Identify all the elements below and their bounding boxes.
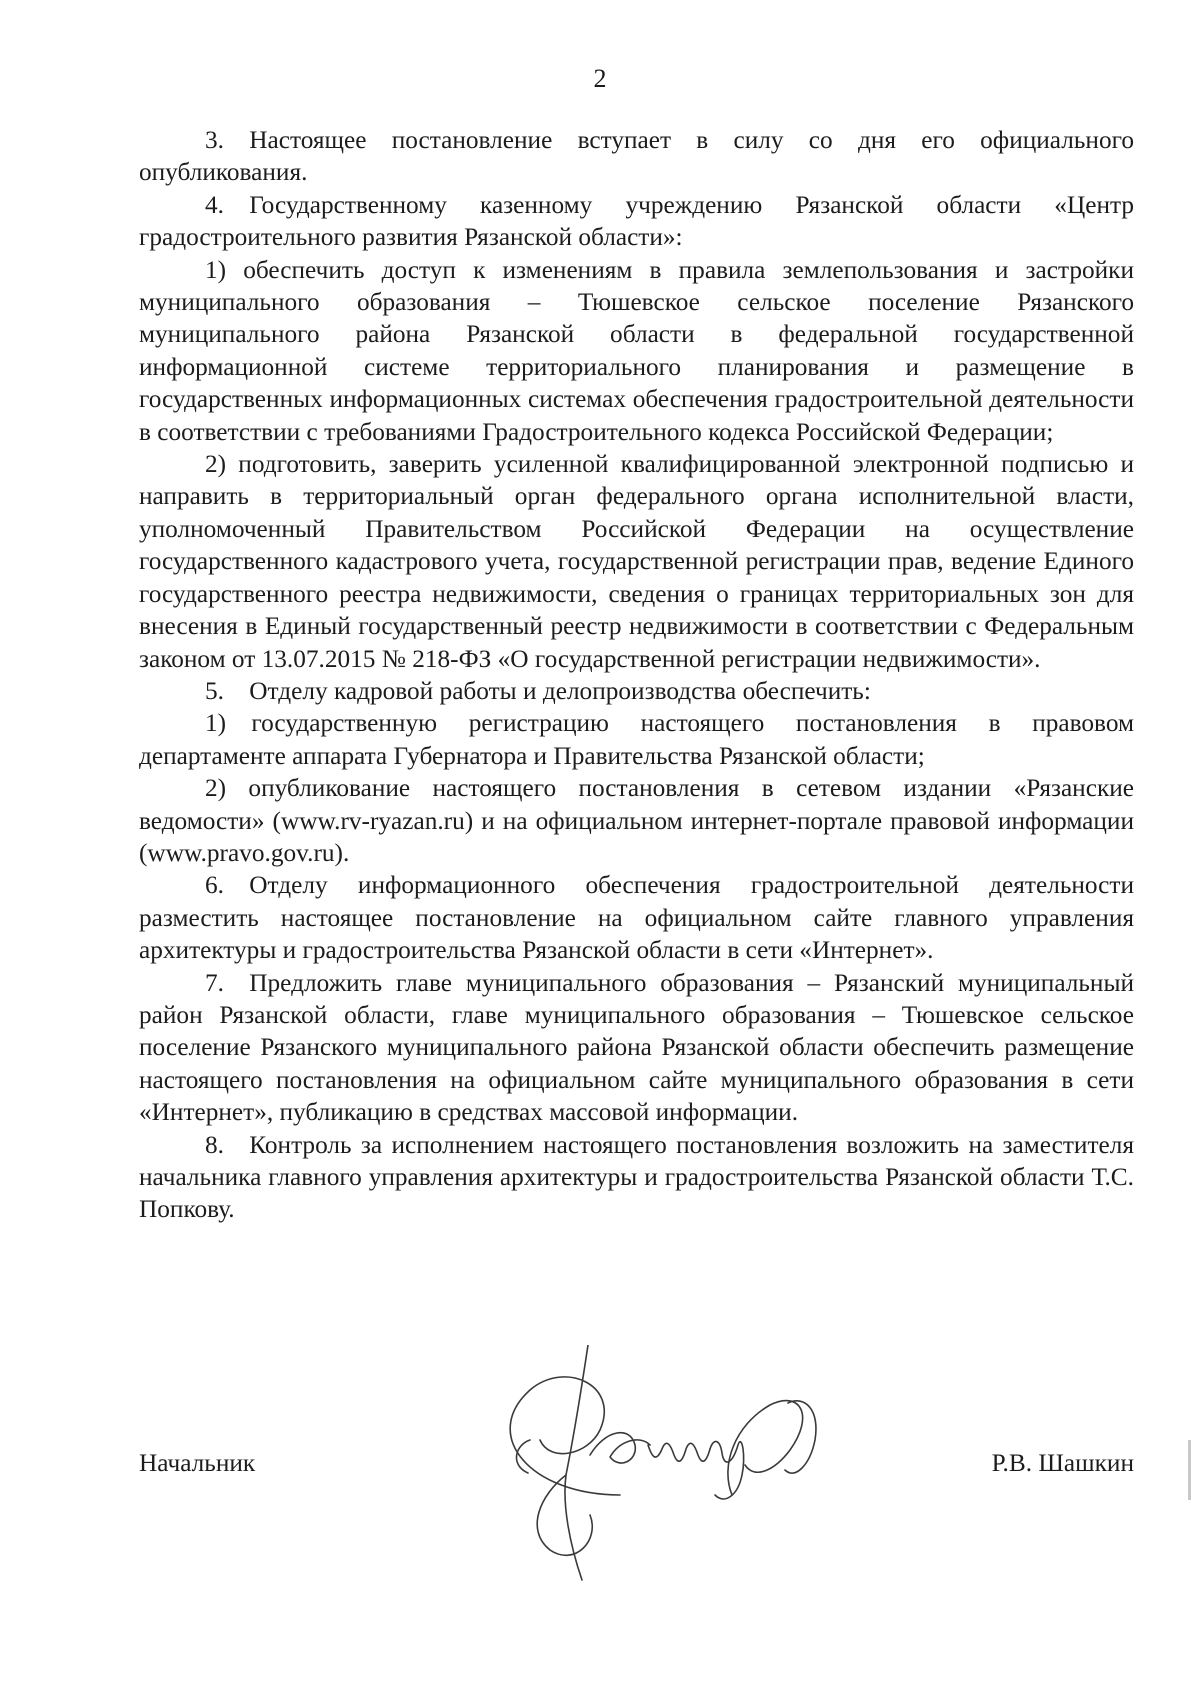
paragraph-5-personnel-department: 5. Отделу кадровой работы и делопроизводства обеспечить: (205, 676, 871, 705)
scan-edge-mark (1188, 1440, 1191, 1500)
paragraph-4-item-1-access: 1) обеспечить доступ к изменениям в правила землепользования и застройки муниципального образования – Тюшевское сельское поселение Рязанского муниципального района Рязанской области в федеральной государственной информационной системе территориального планирования и размещение в государственных информационных системах обеспечения градостроительной деятельности в соответствии с требованиями Градостроительного кодекса Российской Федерации; (139, 255, 1134, 446)
paragraph-4-urban-planning-center: 4. Государственному казенному учреждению Рязанской области «Центр градостроительного развития Рязанской области»: (139, 190, 1134, 252)
paragraph-5-item-2-publication: 2) опубликование настоящего постановления в сетевом издании «Рязанские ведомости» (www.rv-ryazan.ru) и на официальном интернет-портале правовой информации (www.pravo.gov.ru). (139, 774, 1134, 867)
document-body (139, 124, 1134, 1226)
signatory-name: Р.В. Шашкин (991, 1449, 1134, 1477)
paragraph-8-control: 8. Контроль за исполнением настоящего постановления возложить на заместителя начальника главного управления архитектуры и градостроительства Рязанской области Т.С. Попкову. (139, 1130, 1134, 1224)
paragraph-7-municipal-heads: 7. Предложить главе муниципального образования – Рязанский муниципальный район Рязанской области, главе муниципального образования – Тюшевское сельское поселение Рязанского муниципального района Рязанской области обеспечить размещение настоящего постановления на официальном сайте муниципального образования в сети «Интернет», публикацию в средствах массовой информации. (139, 968, 1134, 1127)
handwritten-signature (470, 1345, 850, 1585)
signatory-position: Начальник (139, 1449, 256, 1477)
page-number: 2 (593, 64, 607, 93)
paragraph-4-item-2-registry: 2) подготовить, заверить усиленной квалифицированной электронной подписью и направить в территориальный орган федерального органа исполнительной власти, уполномоченный Правительством Российской Федерации на осуществление государственного кадастрового учета, государственной регистрации прав, ведение Единого государственного реестра недвижимости, сведения о границах территориальных зон для внесения в Единый государственный реестр недвижимости в соответствии с Федеральным законом от 13.07.2015 № 218-ФЗ «О государственной регистрации недвижимости». (139, 450, 1134, 673)
paragraph-5-item-1-registration: 1) государственную регистрацию настоящего постановления в правовом департаменте аппарата Губернатора и Правительства Рязанской области; (139, 709, 1134, 770)
paragraph-6-website-posting: 6. Отделу информационного обеспечения градостроительной деятельности разместить настоящее постановление на официальном сайте главного управления архитектуры и градостроительства Рязанской области в сети «Интернет». (139, 871, 1134, 965)
paragraph-3-effective-date: 3. Настоящее постановление вступает в силу со дня его официального опубликования. (139, 126, 1134, 187)
